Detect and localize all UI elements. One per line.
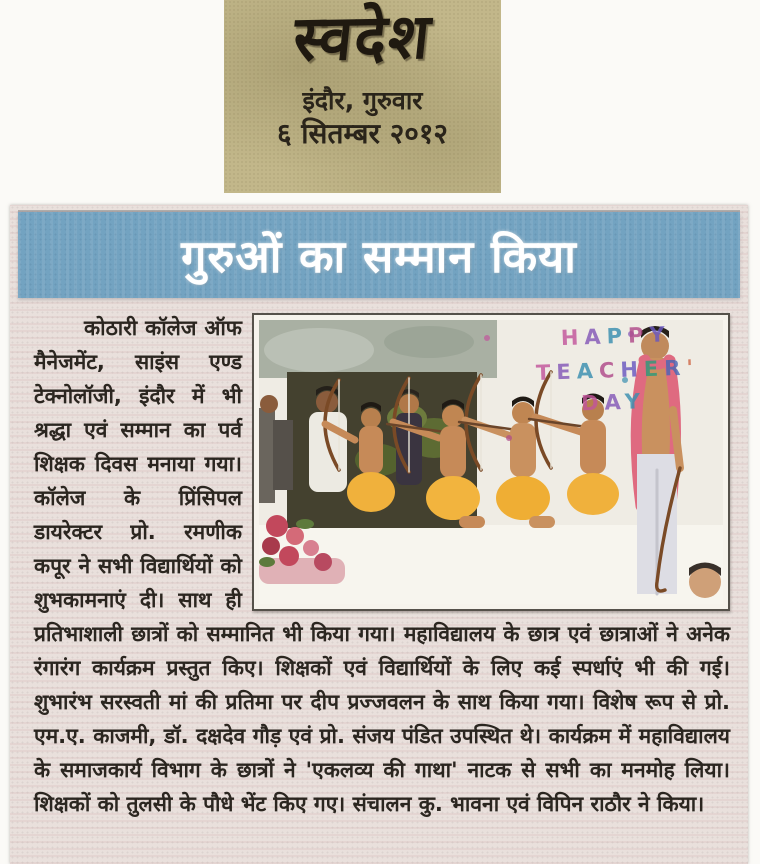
article-clipping <box>10 205 748 864</box>
wall-text-line1: HAPPY <box>560 322 672 351</box>
wall-text-line2: TEACHER' <box>535 355 700 385</box>
dateline-date: ६ सितम्बर २०१२ <box>277 117 448 150</box>
dateline-city-day: इंदौर, गुरुवार <box>302 86 423 115</box>
article-body-text: कोठारी कॉलेज ऑफ मैनेजमेंट, साइंस एण्ड टेक्नोलॉजी, इंदौर में भी श्रद्धा एवं सम्मान का पर्व शिक्षक दिवस मनाया गया। कॉलेज के प्रिंसिपल डायरेक्टर प्रो. रमणीक कपूर ने सभी विद्यार्थियों को शुभकामनाएं दी। साथ ही प्रतिभाशाली छात्रों को सम्मानित भी किया गया। महाविद्यालय के छात्र एवं छात्राओं ने अनेक रंगारंग कार्यक्रम प्रस्तुत किए। शिक्षकों एवं विद्यार्थियों के लिए कई स्पर्धाएं भी की गई। शुभारंभ सरस्वती मां की प्रतिमा पर दीप प्रज्जवलन के साथ किया गया। विशेष रूप से प्रो. एम.ए. काजमी, डॉ. दक्षदेव गौड़ एवं प्रो. संजय पंडित उपस्थित थे। कार्यक्रम में महाविद्यालय के समाजकार्य विभाग के छात्रों ने 'एकलव्य की गाथा' नाटक से सभी का मनमोह लिया। शिक्षकों को तुलसी के पौधे भेंट किए गए। संचालन कु. भावना एवं विपिन राठौर ने किया। <box>34 316 730 816</box>
bystander-head-bottom-right <box>689 563 721 599</box>
newspaper-logo: स्वदेश <box>289 0 436 76</box>
dateline <box>277 86 448 152</box>
headline: गुरुओं का सम्मान किया <box>181 229 577 283</box>
headline-banner <box>18 212 740 298</box>
masthead <box>224 0 501 193</box>
article-photo <box>252 313 730 611</box>
article-body <box>10 298 748 821</box>
wall-text <box>485 323 701 417</box>
wall-text-line3: DAY <box>580 389 647 416</box>
